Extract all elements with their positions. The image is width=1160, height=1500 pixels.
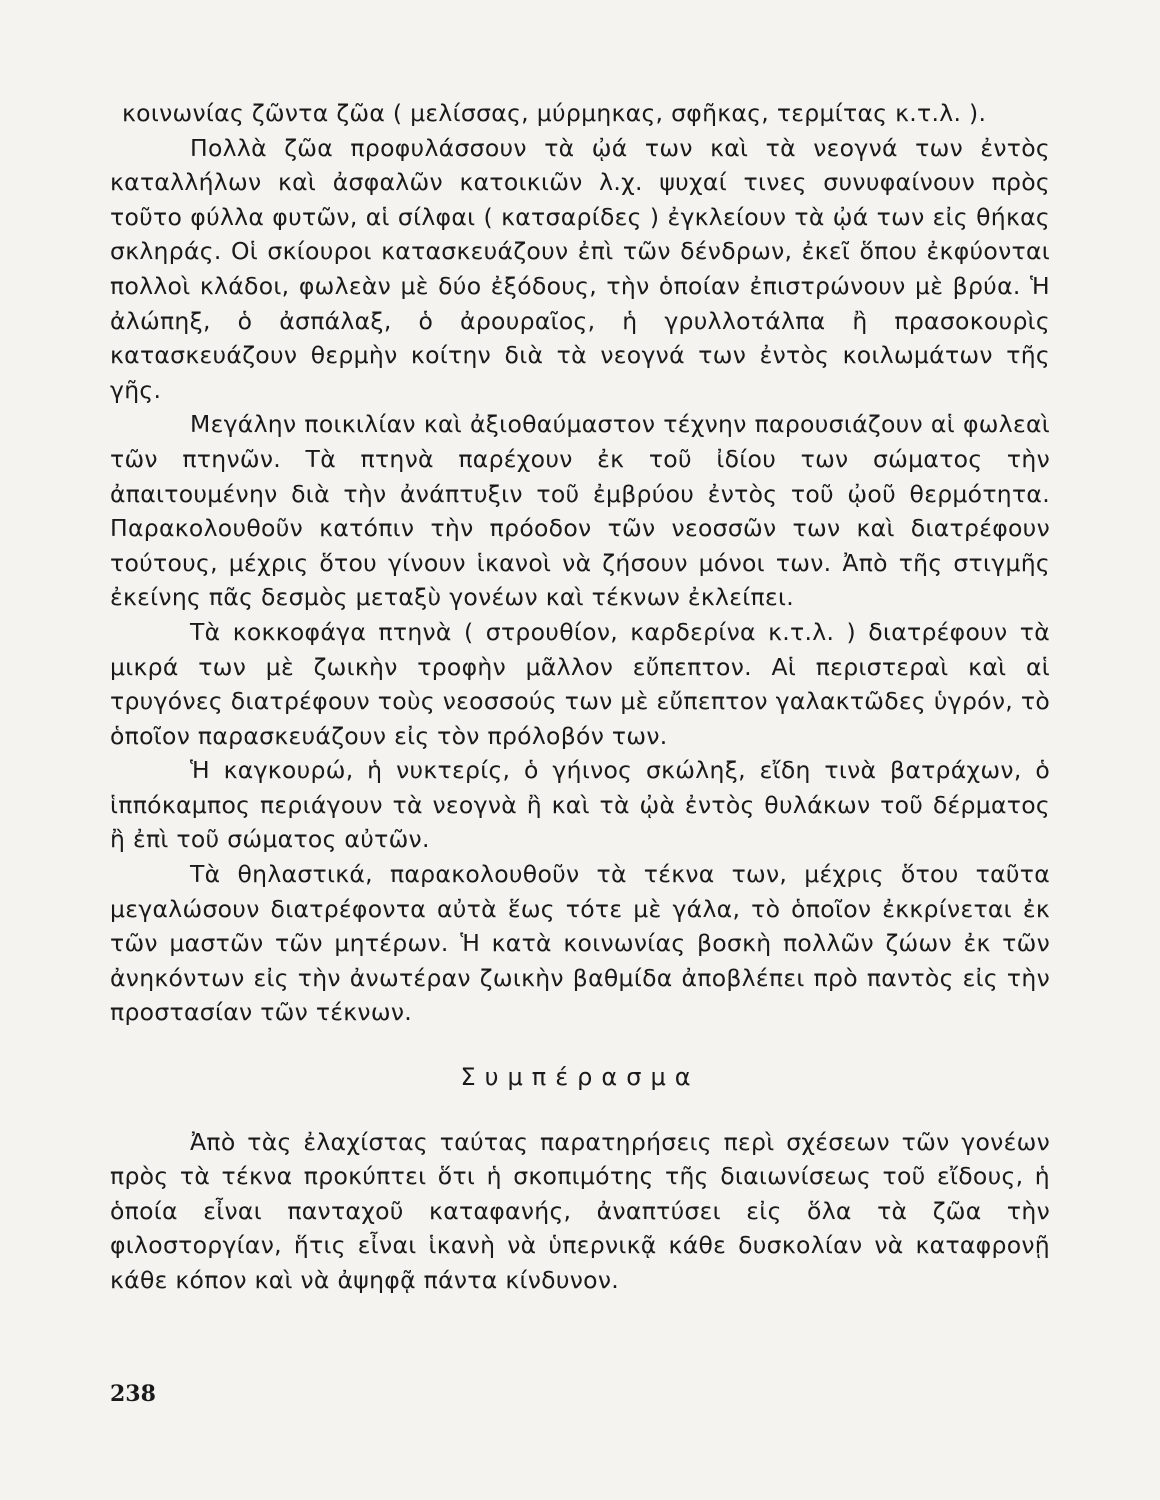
paragraph-4: Τὰ κοκκοφάγα πτηνὰ ( στρουθίον, καρδερίνα κ.τ.λ. ) διατρέφουν τὰ μικρά των μὲ ζωικὴν τροφὴν μᾶλλον εὔπεπτον. Αἱ περιστεραὶ καὶ αἱ τρυγόνες διατρέφουν τοὺς νεοσσούς των μὲ εὔπεπτον γαλακτῶδες ὑγρόν, τὸ ὁποῖον παρασκευάζουν εἰς τὸν πρόλοβόν των. (110, 617, 1050, 750)
conclusion-paragraph: Ἀπὸ τὰς ἐλαχίστας ταύτας παρατηρήσεις περὶ σχέσεων τῶν γονέων πρὸς τὰ τέκνα προκύπτει ὅτι ἡ σκοπιμότης τῆς διαιωνίσεως τοῦ εἴδους, ἡ ὁποία εἶναι πανταχοῦ καταφανής, ἀναπτύσει εἰς ὅλα τὰ ζῶα τὴν φιλοστοργίαν, ἥτις εἶναι ἱκανὴ νὰ ὑπερνικᾷ κάθε δυσκολίαν νὰ καταφρονῇ κάθε κόπον καὶ νὰ ἀψηφᾷ πάντα κίνδυνον. (110, 1127, 1050, 1294)
paragraph-5: Ἡ καγκουρώ, ἡ νυκτερίς, ὁ γήινος σκώληξ, εἴδη τινὰ βατράχων, ὁ ἱππόκαμπος περιάγουν τὰ νεογνὰ ἢ καὶ τὰ ᾠὰ ἐντὸς θυλάκων τοῦ δέρματος ἢ ἐπὶ τοῦ σώματος αὐτῶν. (110, 756, 1050, 854)
paragraph-3: Μεγάλην ποικιλίαν καὶ ἀξιοθαύμαστον τέχνην παρουσιάζουν αἱ φωλεαὶ τῶν πτηνῶν. Τὰ πτηνὰ παρέχουν ἐκ τοῦ ἰδίου των σώματος τὴν ἀπαιτουμένην διὰ τὴν ἀνάπτυξιν τοῦ ἐμβρύου ἐντὸς τοῦ ᾠοῦ θερμότητα. Παρακολουθοῦν κατόπιν τὴν πρόοδον τῶν νεοσσῶν των καὶ διατρέφουν τούτους, μέχρις ὅτου γίνουν ἱκανοὶ νὰ ζήσουν μόνοι των. Ἀπὸ τῆς στιγμῆς ἐκείνης πᾶς δεσμὸς μεταξὺ γονέων καὶ τέκνων ἐκλείπει. (110, 410, 1050, 612)
page-number: 238 (110, 1381, 156, 1407)
section-heading: Συμπέρασμα (460, 1063, 700, 1092)
paragraph-1: κοινωνίας ζῶντα ζῶα ( μελίσσας, μύρμηκας, σφῆκας, τερμίτας κ.τ.λ. ). (122, 99, 987, 127)
paragraph-2: Πολλὰ ζῶα προφυλάσσουν τὰ ᾠά των καὶ τὰ νεογνά των ἐντὸς καταλλήλων καὶ ἀσφαλῶν κατοικιῶν λ.χ. ψυχαί τινες συνυφαίνουν πρὸς τοῦτο φύλλα φυτῶν, αἱ σίλφαι ( κατσαρίδες ) ἐγκλείουν τὰ ᾠά των εἰς θήκας σκληράς. Οἱ σκίουροι κατασκευάζουν ἐπὶ τῶν δένδρων, ἐκεῖ ὅπου ἐκφύονται πολλοὶ κλάδοι, φωλεὰν μὲ δύο ἐξόδους, τὴν ὁποίαν ἐπιστρώνουν μὲ βρύα. Ἡ ἀλώπηξ, ὁ ἀσπάλαξ, ὁ ἀρουραῖος, ἡ γρυλλοτάλπα ἢ πρασοκουρὶς κατασκευάζουν θερμὴν κοίτην διὰ τὰ νεογνά των ἐντὸς κοιλωμάτων τῆς γῆς. (110, 133, 1050, 404)
paragraph-6: Τὰ θηλαστικά, παρακολουθοῦν τὰ τέκνα των, μέχρις ὅτου ταῦτα μεγαλώσουν διατρέφοντα αὐτὰ ἕως τότε μὲ γάλα, τὸ ὁποῖον ἐκκρίνεται ἐκ τῶν μαστῶν τῶν μητέρων. Ἡ κατὰ κοινωνίας βοσκὴ πολλῶν ζώων ἐκ τῶν ἀνηκόντων εἰς τὴν ἀνωτέραν ζωικὴν βαθμίδα ἀποβλέπει πρὸ παντὸς εἰς τὴν προστασίαν τῶν τέκνων. (110, 860, 1050, 1027)
body-text (110, 96, 1050, 1298)
